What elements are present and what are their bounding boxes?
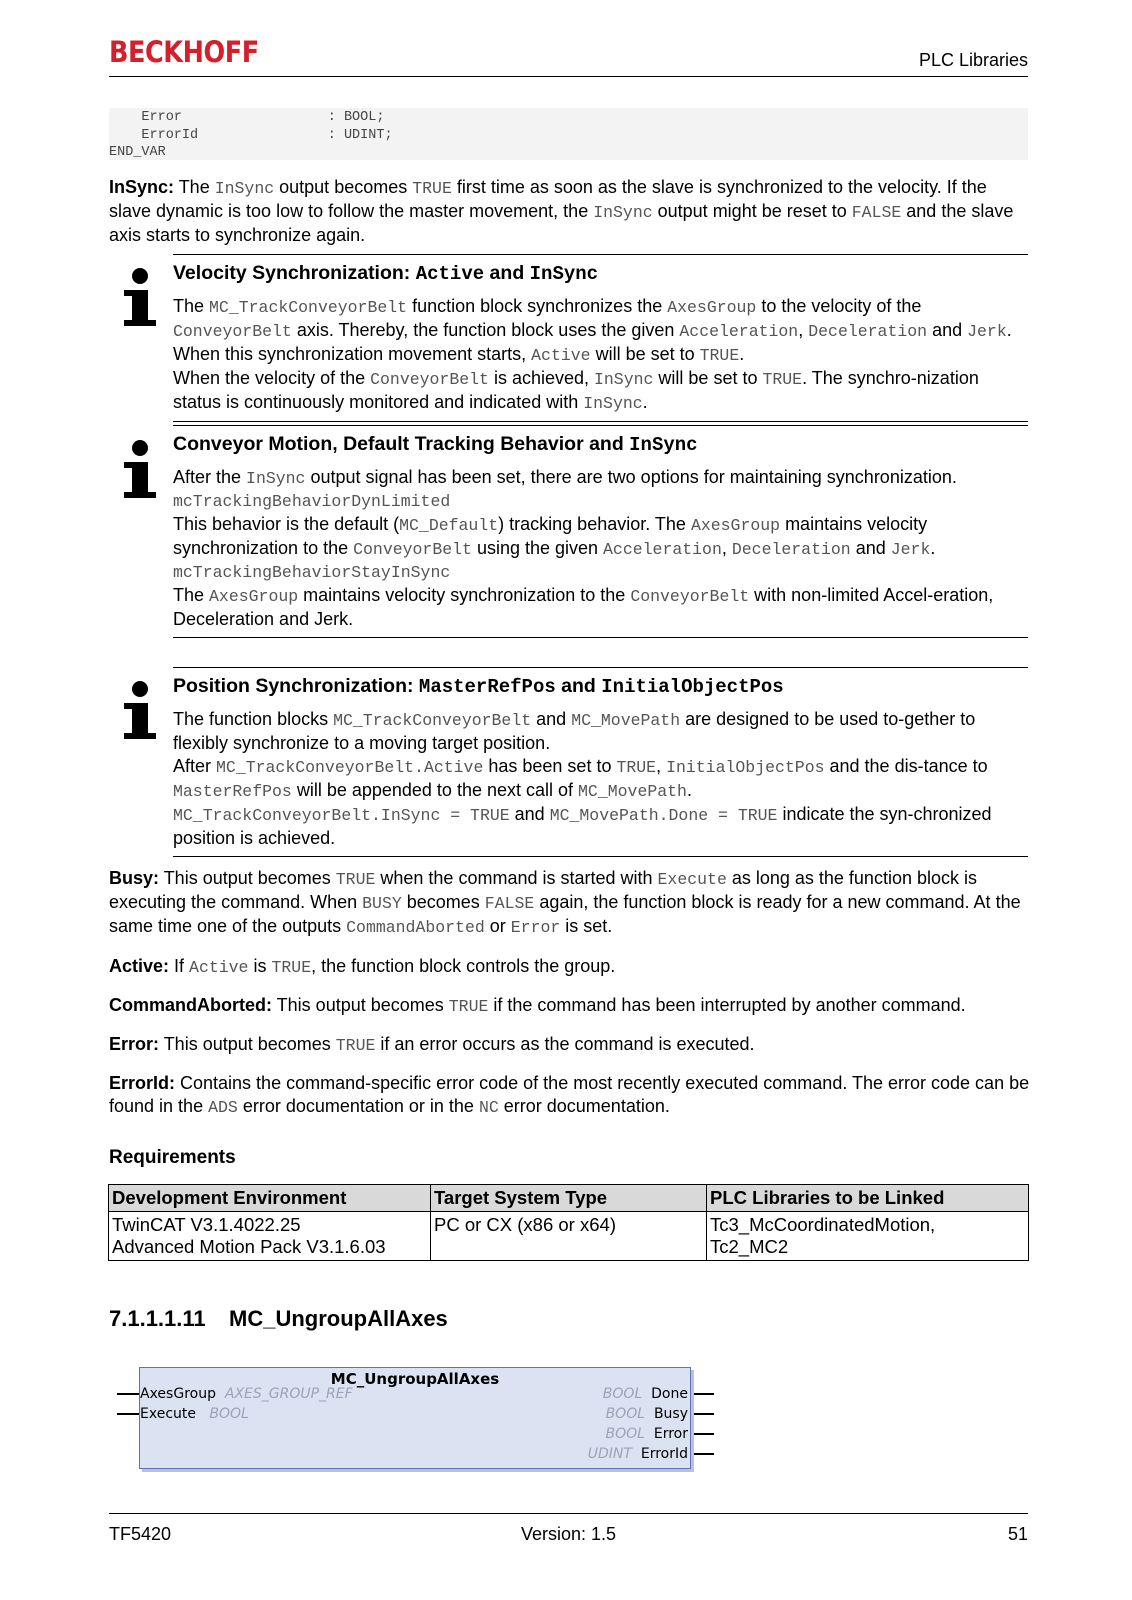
fb-input-execute: Execute BOOL [140, 1406, 249, 1422]
header-section-title: PLC Libraries [918, 50, 1028, 70]
fb-output-error: BOOL Error [605, 1426, 688, 1442]
note-body: The MC_TrackConveyorBelt function block synchronizes the AxesGroup to the velocity of the ConveyorBelt axis. Thereby, the function block uses the given Acceleration, Deceleration and Jerk. When this synchronization movement starts, Active will be set to TRUE. When the velocity of the ConveyorBelt is achieved, InSync will be set to TRUE. The synchro-nization status is continuously monitored and indicated with InSync. [173, 296, 1012, 413]
table-cell: Tc3_McCoordinatedMotion, Tc2_MC2 [707, 1212, 1029, 1261]
table-cell: PC or CX (x86 or x64) [431, 1212, 707, 1261]
section-title: MC_UngroupAllAxes [229, 1306, 448, 1331]
section-number: 7.1.1.1.11 [109, 1306, 206, 1331]
note-position-sync [173, 667, 1028, 857]
fb-input-axesgroup: AxesGroup AXES_GROUP_REF [140, 1386, 353, 1402]
option-stay-in-sync: mcTrackingBehaviorStayInSync [173, 563, 451, 582]
table-header-row [109, 1185, 1029, 1212]
section-heading [109, 1307, 448, 1330]
command-aborted-paragraph: CommandAborted: This output becomes TRUE if the command has been interrupted by another command. [109, 995, 966, 1016]
errorid-paragraph: ErrorId: Contains the command-specific error code of the most recently executed command. The error code can be found in the ADS error documentation or in the NC error documentation. [109, 1073, 1030, 1117]
footer-product: TF5420 [109, 1524, 172, 1544]
note-conveyor-motion [173, 425, 1028, 638]
requirements-table [108, 1184, 1029, 1261]
table-cell: TwinCAT V3.1.4022.25 Advanced Motion Pack V3.1.6.03 [109, 1212, 431, 1261]
requirements-heading: Requirements [109, 1147, 236, 1168]
info-icon [124, 681, 156, 743]
note-velocity-sync [173, 254, 1028, 422]
footer-page-number: 51 [1007, 1524, 1028, 1544]
active-paragraph: Active: If Active is TRUE, the function block controls the group. [109, 956, 616, 977]
note-title: Velocity Synchronization: Active and InSync [173, 262, 599, 285]
code-block [109, 108, 1028, 160]
info-icon [124, 268, 156, 330]
table-row [109, 1212, 1029, 1261]
fb-title: MC_UngroupAllAxes [330, 1370, 500, 1388]
table-header: Target System Type [431, 1185, 707, 1212]
note-body: After the InSync output signal has been set, there are two options for maintaining synchronization. mcTrackingBehaviorDynLimited This behavior is the default (MC_Default) tracking behavior. The AxesGroup maintains velocity synchronization to the ConveyorBelt using the given Acceleration, Deceleration and Jerk. mcTrackingBehaviorStayInSync The AxesGroup maintains velocity synchronization to the ConveyorBelt with non-limited Accel-eration, Deceleration and Jerk. [173, 466, 1028, 637]
table-header: PLC Libraries to be Linked [707, 1185, 1029, 1212]
info-icon [124, 440, 156, 502]
option-dyn-limited: mcTrackingBehaviorDynLimited [173, 492, 451, 511]
fb-output-done: BOOL Done [602, 1386, 688, 1402]
insync-label: InSync: [109, 177, 175, 197]
insync-paragraph: InSync: The InSync output becomes TRUE first time as soon as the slave is synchronized to the velocity. If the slave dynamic is too low to follow the master movement, the InSync output might be reset to FALSE and the slave axis starts to synchronize again. [109, 177, 1014, 245]
fb-output-busy: BOOL Busy [605, 1406, 688, 1422]
table-header: Development Environment [109, 1185, 431, 1212]
error-paragraph: Error: This output becomes TRUE if an error occurs as the command is executed. [109, 1034, 755, 1055]
footer-version: Version: 1.5 [520, 1524, 617, 1544]
function-block-box [139, 1367, 691, 1469]
page-footer [109, 1513, 1028, 1544]
note-title: Position Synchronization: MasterRefPos and InitialObjectPos [173, 675, 784, 698]
busy-paragraph: Busy: This output becomes TRUE when the command is started with Execute as long as the function block is executing the command. When BUSY becomes FALSE again, the function block is ready for a new command. At the same time one of the outputs CommandAborted or Error is set. [109, 868, 1021, 937]
beckhoff-logo: BECKHOFF [109, 35, 259, 69]
fb-output-errorid: UDINT ErrorId [587, 1446, 688, 1462]
page-header [109, 35, 1028, 77]
code-text: Error : BOOL; ErrorId : UDINT; END_VAR [109, 110, 393, 160]
note-body: The function blocks MC_TrackConveyorBelt and MC_MovePath are designed to be used to-gether to flexibly synchronize to a moving target position. After MC_TrackConveyorBelt.Active has been set to TRUE, InitialObjectPos and the dis-tance to MasterRefPos will be appended to the next call of MC_MovePath. MC_TrackConveyorBelt.InSync = TRUE and MC_MovePath.Done = TRUE indicate the syn-chronized position is achieved. [173, 709, 992, 848]
note-title: Conveyor Motion, Default Tracking Behavior and InSync [173, 433, 698, 456]
